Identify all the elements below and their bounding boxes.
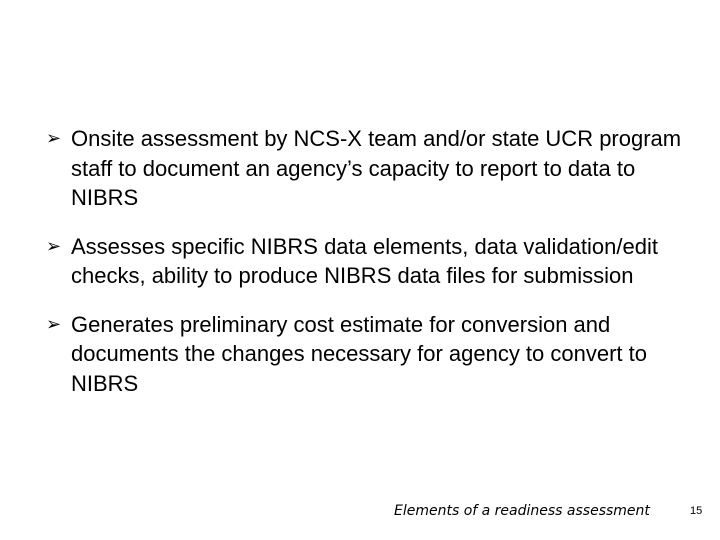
bullet-item-cost-estimate: [46, 310, 686, 399]
bullet-text: Onsite assessment by NCS-X team and/or state UCR program staff to document an agency’s capacity to report to data to NIBRS: [71, 126, 682, 210]
arrow-bullet-icon: ➢: [46, 235, 62, 256]
arrow-bullet-icon: ➢: [46, 128, 62, 148]
page-number: 15: [690, 505, 703, 517]
bullet-item-assesses-elements: [46, 232, 686, 291]
bullet-list: [46, 124, 686, 417]
footer-title: Elements of a readiness assessment: [394, 503, 650, 519]
bullet-item-onsite-assessment: [46, 124, 686, 213]
bullet-text: Generates preliminary cost estimate for conversion and documents the changes necessary for agency to convert to NIBRS: [71, 311, 647, 396]
arrow-bullet-icon: ➢: [46, 313, 62, 334]
bullet-text: Assesses specific NIBRS data elements, data validation/edit checks, ability to produce NIBRS data files for submission: [71, 233, 658, 288]
